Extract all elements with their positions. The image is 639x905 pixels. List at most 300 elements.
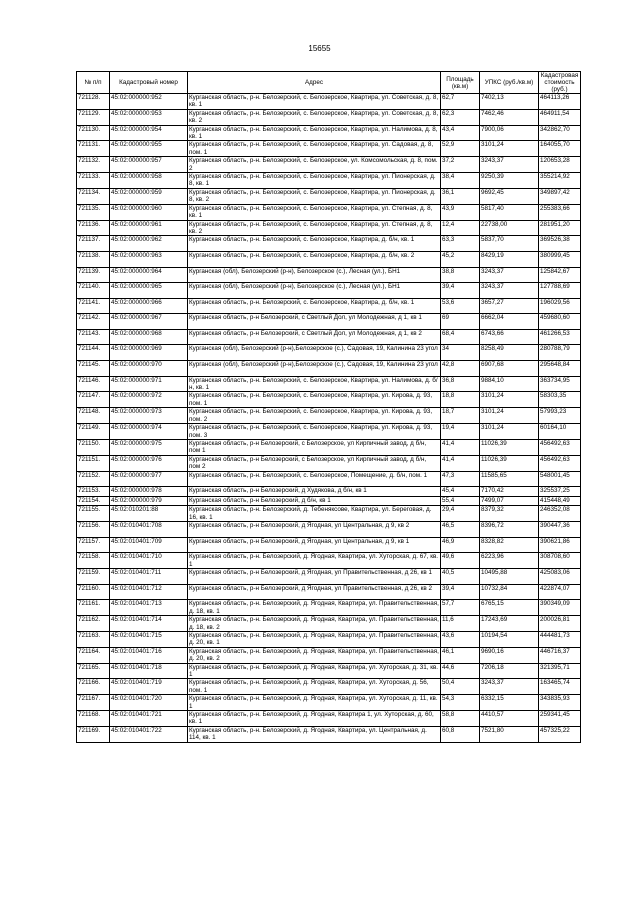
table-row [77,455,581,471]
cadastral-value: 456492,63 [539,439,581,455]
cadastral-number: 45:02:000000:966 [110,298,188,314]
table-row [77,298,581,314]
upks: 3101,24 [480,424,539,440]
address: Курганская область, р-н. Белозерский, д. Ягодная, Квартира, ул. Хуторская, д. 56, пом. 1 [188,679,441,695]
page-number: 15655 [308,44,331,53]
address: Курганская область, р-н. Белозерский, с. Белозерское, Квартира, ул. Налимова, д. б/н, кв. 1 [188,376,441,392]
cadastral-value: 60164,10 [539,424,581,440]
cadastral-number: 45:02:010201:88 [110,506,188,522]
table-row [77,522,581,538]
header-cadastral-value: Кадастровая стоимость (руб.) [539,72,581,94]
upks: 11026,39 [480,439,539,455]
row-number: 721135. [77,204,110,220]
cadastral-value: 456492,63 [539,455,581,471]
row-number: 721166. [77,679,110,695]
area: 34 [441,345,480,361]
cadastral-value: 280788,79 [539,345,581,361]
area: 68,4 [441,329,480,345]
cadastral-number: 45:02:000000:976 [110,455,188,471]
table-row [77,125,581,141]
upks: 9692,45 [480,188,539,204]
row-number: 721163. [77,631,110,647]
upks: 3243,37 [480,283,539,299]
table-row [77,251,581,267]
cadastral-value: 246352,08 [539,506,581,522]
cadastral-value: 464113,26 [539,94,581,110]
cadastral-number: 45:02:000000:969 [110,345,188,361]
cadastral-number: 45:02:000000:978 [110,487,188,497]
area: 45,2 [441,251,480,267]
row-number: 721147. [77,392,110,408]
table-row [77,220,581,236]
address: Курганская область, р-н. Белозерский, д. Ягодная, Квартира, ул. Правительственная, д. 20, кв. 2 [189,647,439,663]
cadastral-value: 380999,45 [539,251,581,267]
table-row [77,361,581,377]
table-row [77,695,581,711]
table-row [77,392,581,408]
address: Курганская область, р-н. Белозерский, с. Белозерское, Квартира, ул. Степная, д. 8, кв. 2 [188,220,441,236]
cadastral-value: 342862,70 [539,125,581,141]
row-number: 721153. [77,487,110,497]
row-number: 721154. [77,496,110,506]
cadastral-value: 325537,25 [539,487,581,497]
header-cadastral-number: Кадастровый номер [110,72,188,94]
table-row [77,711,581,727]
upks: 3243,37 [480,157,539,173]
area: 53,6 [441,298,480,314]
row-number: 721169. [77,726,110,742]
table-header-row [77,72,581,94]
address: Курганская область, р-н. Белозерский, с. Белозерское, ул. Комсомольская, д. 8, пом. 2 [188,157,441,173]
row-number: 721133. [77,173,110,189]
table-row [77,471,581,487]
row-number: 721146. [77,376,110,392]
area: 12,4 [441,220,480,236]
cadastral-number: 45:02:000000:959 [110,188,188,204]
area: 57,7 [441,600,480,616]
upks: 8429,19 [480,251,539,267]
table-row [77,537,581,553]
cadastral-number: 45:02:010401:715 [110,631,188,647]
cadastral-number: 45:02:010401:709 [110,537,188,553]
row-number: 721142. [77,314,110,330]
table-row [77,141,581,157]
row-number: 721155. [77,506,110,522]
address: Курганская область, р-н. Белозерский, д. Ягодная, Квартира, ул. Правительственная, д. 18, кв. 2 [189,616,439,631]
row-number: 721139. [77,267,110,283]
upks: 4410,57 [480,711,539,727]
cadastral-value: 343835,93 [539,695,581,711]
table-row [77,283,581,299]
area: 42,8 [441,361,480,377]
upks: 3243,37 [480,267,539,283]
table-row [77,109,581,125]
cadastral-value: 164055,70 [539,141,581,157]
upks: 9690,16 [480,647,539,663]
address: Курганская область, р-н. Белозерский, с. Белозерское, Квартира, ул. Кирова, д. 93, пом. 1 [188,392,441,408]
address: Курганская область, р-н. Белозерский, д. Ягодная, Квартира, ул. Хуторская, д. 31, кв. 1 [188,663,441,679]
cadastral-value: 255383,66 [539,204,581,220]
cadastral-value: 369526,38 [539,236,581,252]
row-number: 721164. [77,647,110,663]
area: 43,6 [441,631,480,647]
header-address: Адрес [188,72,441,94]
table-row [77,314,581,330]
cadastral-value: 57993,23 [539,408,581,424]
row-number: 721132. [77,157,110,173]
address: Курганская область, р-н Белозерский, д б/н, кв 1 [188,496,441,506]
header-upks: УПКС (руб./кв.м) [480,72,539,94]
table-row [77,487,581,497]
cadastral-number: 45:02:000000:963 [110,251,188,267]
cadastral-value: 464911,54 [539,109,581,125]
row-number: 721143. [77,329,110,345]
upks: 6223,96 [480,553,539,569]
cadastral-number: 45:02:000000:957 [110,157,188,173]
row-number: 721140. [77,283,110,299]
upks: 6765,15 [480,600,539,616]
row-number: 721162. [77,616,110,632]
cadastral-number: 45:02:010401:720 [110,695,188,711]
cadastral-value: 127788,69 [539,283,581,299]
area: 50,4 [441,679,480,695]
cadastral-value: 163465,74 [539,679,581,695]
area: 41,4 [441,455,480,471]
cadastral-number: 45:02:000000:954 [110,125,188,141]
cadastral-number: 45:02:000000:975 [110,439,188,455]
upks: 10732,84 [480,584,539,600]
address: Курганская область, р-н. Белозерский, с. Белозерское, Квартира, ул. Пионерская, д. 8, кв. 2 [188,188,441,204]
cadastral-value: 349897,42 [539,188,581,204]
cadastral-number: 45:02:000000:964 [110,267,188,283]
cadastral-value: 548001,45 [539,471,581,487]
area: 46,5 [441,522,480,538]
address: Курганская (обл), Белозерский (р-н),Белозерское (с.), Садовая, 19, Калинина 23 угол [188,345,441,361]
row-number: 721160. [77,584,110,600]
area: 46,1 [441,647,480,663]
address: Курганская область, р-н Белозерский, с Белозерское, ул Кирпичный завод, д б/н, пом 2 [188,455,441,471]
row-number: 721157. [77,537,110,553]
address: Курганская область, р-н. Белозерский, с. Белозерское, Квартира, д. б/н, кв. 2 [188,251,441,267]
address: Курганская область, р-н Белозерский, д Ягодная, ул Правительственная, д 26, кв 1 [188,569,441,585]
address: Курганская область, р-н. Белозерский, д. Ягодная, Квартира, ул. Правительственная, д. 18, кв. 1 [189,600,439,615]
cadastral-number: 45:02:000000:965 [110,283,188,299]
cadastral-value: 422874,07 [539,584,581,600]
cadastral-number: 45:02:000000:970 [110,361,188,377]
cadastral-number: 45:02:000000:977 [110,471,188,487]
table-body [77,94,581,743]
table-row [77,424,581,440]
row-number: 721156. [77,522,110,538]
address: Курганская область, р-н. Белозерский, с. Белозерское, Квартира, ул. Степная, д. 8, кв. 1 [188,204,441,220]
table-row [77,647,581,663]
row-number: 721167. [77,695,110,711]
area: 29,4 [441,506,480,522]
row-number: 721159. [77,569,110,585]
cadastral-value: 196029,56 [539,298,581,314]
cadastral-number: 45:02:010401:708 [110,522,188,538]
table-row [77,663,581,679]
table-row [77,408,581,424]
cadastral-value: 281951,20 [539,220,581,236]
cadastral-number: 45:02:010401:714 [110,616,188,632]
cadastral-table [76,71,581,743]
header-number: № п/п [77,72,110,94]
area: 62,3 [441,109,480,125]
cadastral-number: 45:02:010401:716 [110,647,188,663]
area: 39,4 [441,584,480,600]
table-row [77,376,581,392]
address: Курганская область, р-н Белозерский, с Белозерское, ул Кирпичный завод, д б/н, пом 1 [188,439,441,455]
table-row [77,345,581,361]
table-row [77,569,581,585]
table-row [77,188,581,204]
row-number: 721136. [77,220,110,236]
cadastral-number: 45:02:000000:960 [110,204,188,220]
upks: 11585,65 [480,471,539,487]
cadastral-number: 45:02:010401:722 [110,726,188,742]
area: 43,9 [441,204,480,220]
row-number: 721130. [77,125,110,141]
table-row [77,329,581,345]
cadastral-value: 295648,84 [539,361,581,377]
cadastral-number: 45:02:000000:972 [110,392,188,408]
area: 19,4 [441,424,480,440]
table-row [77,631,581,647]
cadastral-number: 45:02:000000:971 [110,376,188,392]
row-number: 721151. [77,455,110,471]
cadastral-value: 259341,45 [539,711,581,727]
row-number: 721137. [77,236,110,252]
upks: 3657,27 [480,298,539,314]
area: 11,6 [441,616,480,632]
cadastral-number: 45:02:010401:713 [110,600,188,616]
row-number: 721134. [77,188,110,204]
area: 40,5 [441,569,480,585]
upks: 9884,10 [480,376,539,392]
table-row [77,679,581,695]
upks: 11026,39 [480,455,539,471]
upks: 7462,46 [480,109,539,125]
row-number: 721148. [77,408,110,424]
table-row [77,439,581,455]
table-row [77,157,581,173]
upks: 7900,06 [480,125,539,141]
cadastral-number: 45:02:000000:953 [110,109,188,125]
upks: 17243,69 [480,616,539,632]
area: 38,4 [441,173,480,189]
upks: 22738,00 [480,220,539,236]
cadastral-number: 45:02:000000:961 [110,220,188,236]
upks: 6743,66 [480,329,539,345]
row-number: 721128. [77,94,110,110]
upks: 3101,24 [480,141,539,157]
address: Курганская область, р-н Белозерский, с Светлый Дол, ул Молодежная, д 1, кв 1 [188,314,441,330]
row-number: 721158. [77,553,110,569]
address: Курганская область, р-н. Белозерский, д. Ягодная, Квартира, ул. Правительственная, д. 20, кв. 1 [189,631,439,647]
upks: 10194,54 [480,631,539,647]
area: 49,6 [441,553,480,569]
row-number: 721138. [77,251,110,267]
cadastral-value: 459680,60 [539,314,581,330]
table-row [77,496,581,506]
address: Курганская область, р-н. Белозерский, с. Белозерское, Квартира, ул. Кирова, д. 93, пом. 2 [188,408,441,424]
upks: 6332,15 [480,695,539,711]
area: 55,4 [441,496,480,506]
cadastral-value: 125842,67 [539,267,581,283]
table-row [77,726,581,742]
upks: 5817,40 [480,204,539,220]
address: Курганская (обл), Белозерский (р-н), Белозерское (с.), Лесная (ул.), БН1 [188,283,441,299]
cadastral-value: 390349,09 [539,600,581,616]
address: Курганская область, р-н. Белозерский, с. Белозерское, Квартира, ул. Советская, д. 8, кв. 1 [188,94,441,110]
area: 46,9 [441,537,480,553]
area: 18,7 [441,408,480,424]
upks: 9250,39 [480,173,539,189]
table-row [77,600,581,616]
cadastral-number: 45:02:010401:721 [110,711,188,727]
row-number: 721141. [77,298,110,314]
address: Курганская область, р-н. Белозерский, с. Белозерское, Помещение, д. б/н, пом. 1 [188,471,441,487]
table-row [77,236,581,252]
address: Курганская область, р-н Белозерский, д Ягодная, ул Центральная, д 9, кв 1 [188,537,441,553]
upks: 8379,32 [480,506,539,522]
cadastral-value: 321395,71 [539,663,581,679]
area: 43,4 [441,125,480,141]
cadastral-value: 58303,35 [539,392,581,408]
cadastral-value: 390447,36 [539,522,581,538]
area: 63,3 [441,236,480,252]
row-number: 721144. [77,345,110,361]
area: 37,2 [441,157,480,173]
area: 58,8 [441,711,480,727]
cadastral-number: 45:02:000000:952 [110,94,188,110]
upks: 7206,18 [480,663,539,679]
address: Курганская (обл), Белозерский (р-н), Белозерское (с.), Лесная (ул.), БН1 [188,267,441,283]
cadastral-value: 363734,95 [539,376,581,392]
upks: 5837,70 [480,236,539,252]
address: Курганская область, р-н Белозерский, д Ягодная, ул Центральная, д 9, кв 2 [188,522,441,538]
address: Курганская область, р-н Белозерский, с Светлый Дол, ул Молодежная, д 1, кв 2 [188,329,441,345]
address: Курганская область, р-н. Белозерский, с. Белозерское, Квартира, ул. Пионерская, д. 8, кв. 1 [188,173,441,189]
upks: 10495,88 [480,569,539,585]
cadastral-value: 200026,81 [539,616,581,632]
area: 41,4 [441,439,480,455]
table-row [77,173,581,189]
upks: 3101,24 [480,408,539,424]
address: Курганская область, р-н. Белозерский, с. Белозерское, Квартира, д. б/н, кв. 1 [188,236,441,252]
address: Курганская область, р-н. Белозерский, д. Ягодная, Квартира, ул. Хуторская, д. 67, кв. 1 [188,553,441,569]
upks: 7402,13 [480,94,539,110]
cadastral-number: 45:02:000000:979 [110,496,188,506]
upks: 8258,49 [480,345,539,361]
address: Курганская область, р-н. Белозерский, с. Белозерское, Квартира, ул. Советская, д. 8, кв. 2 [188,109,441,125]
cadastral-value: 425083,06 [539,569,581,585]
cadastral-value: 415448,49 [539,496,581,506]
address: Курганская область, р-н. Белозерский, д. Тебеняксове, Квартира, ул. Береговая, д. 16, кв. 1 [188,506,441,522]
address: Курганская область, р-н. Белозерский, д. Ягодная, Квартира 1, ул. Хуторская, д. 60, кв. 1 [188,711,441,727]
cadastral-value: 457325,22 [539,726,581,742]
address: Курганская область, р-н. Белозерский, с. Белозерское, Квартира, ул. Кирова, д. 93, пом. 3 [188,424,441,440]
area: 62,7 [441,94,480,110]
table-row [77,616,581,632]
table-row [77,204,581,220]
table-row [77,267,581,283]
row-number: 721152. [77,471,110,487]
area: 44,6 [441,663,480,679]
area: 39,4 [441,283,480,299]
table-row [77,94,581,110]
table-row [77,553,581,569]
upks: 8396,72 [480,522,539,538]
address: Курганская область, р-н Белозерский, д Худякова, д б/н, кв 1 [188,487,441,497]
row-number: 721129. [77,109,110,125]
area: 47,3 [441,471,480,487]
upks: 3101,24 [480,392,539,408]
row-number: 721165. [77,663,110,679]
row-number: 721145. [77,361,110,377]
row-number: 721131. [77,141,110,157]
upks: 6662,04 [480,314,539,330]
header-area: Площадь (кв.м) [441,72,480,94]
upks: 7521,80 [480,726,539,742]
cadastral-value: 444481,73 [539,631,581,647]
cadastral-number: 45:02:000000:974 [110,424,188,440]
address: Курганская область, р-н. Белозерский, с. Белозерское, Квартира, ул. Садовая, д. 8, пом. 1 [188,141,441,157]
upks: 7170,42 [480,487,539,497]
cadastral-number: 45:02:010401:710 [110,553,188,569]
table-row [77,506,581,522]
upks: 3243,37 [480,679,539,695]
area: 54,3 [441,695,480,711]
cadastral-number: 45:02:010401:712 [110,584,188,600]
area: 45,4 [441,487,480,497]
cadastral-number: 45:02:000000:955 [110,141,188,157]
cadastral-number: 45:02:000000:958 [110,173,188,189]
cadastral-value: 355214,92 [539,173,581,189]
cadastral-value: 308708,60 [539,553,581,569]
cadastral-value: 461266,53 [539,329,581,345]
area: 69 [441,314,480,330]
address: Курганская область, р-н. Белозерский, с. Белозерское, Квартира, ул. Налимова, д. 8, кв. 1 [188,125,441,141]
cadastral-value: 120653,28 [539,157,581,173]
cadastral-number: 45:02:000000:967 [110,314,188,330]
row-number: 721161. [77,600,110,616]
address: Курганская область, р-н. Белозерский, д. Ягодная, Квартира, ул. Хуторская, д. 11, кв. 1 [188,695,441,711]
cadastral-number: 45:02:010401:718 [110,663,188,679]
table-row [77,584,581,600]
address: Курганская область, р-н Белозерский, д Ягодная, ул Правительственная, д 26, кв 2 [188,584,441,600]
cadastral-number: 45:02:010401:711 [110,569,188,585]
row-number: 721168. [77,711,110,727]
address: Курганская область, р-н. Белозерский, д. Ягодная, Квартира, ул. Центральная, д. 114, кв. 1 [188,726,441,742]
upks: 8328,82 [480,537,539,553]
cadastral-value: 390621,86 [539,537,581,553]
upks: 7499,07 [480,496,539,506]
row-number: 721150. [77,439,110,455]
upks: 6907,68 [480,361,539,377]
cadastral-number: 45:02:000000:973 [110,408,188,424]
row-number: 721149. [77,424,110,440]
area: 36,8 [441,376,480,392]
address: Курганская (обл), Белозерский (р-н),Белозерское (с.), Садовая, 19, Калинина 23 угол [188,361,441,377]
area: 36,1 [441,188,480,204]
cadastral-number: 45:02:000000:968 [110,329,188,345]
area: 52,9 [441,141,480,157]
cadastral-number: 45:02:010401:719 [110,679,188,695]
area: 38,8 [441,267,480,283]
area: 60,8 [441,726,480,742]
